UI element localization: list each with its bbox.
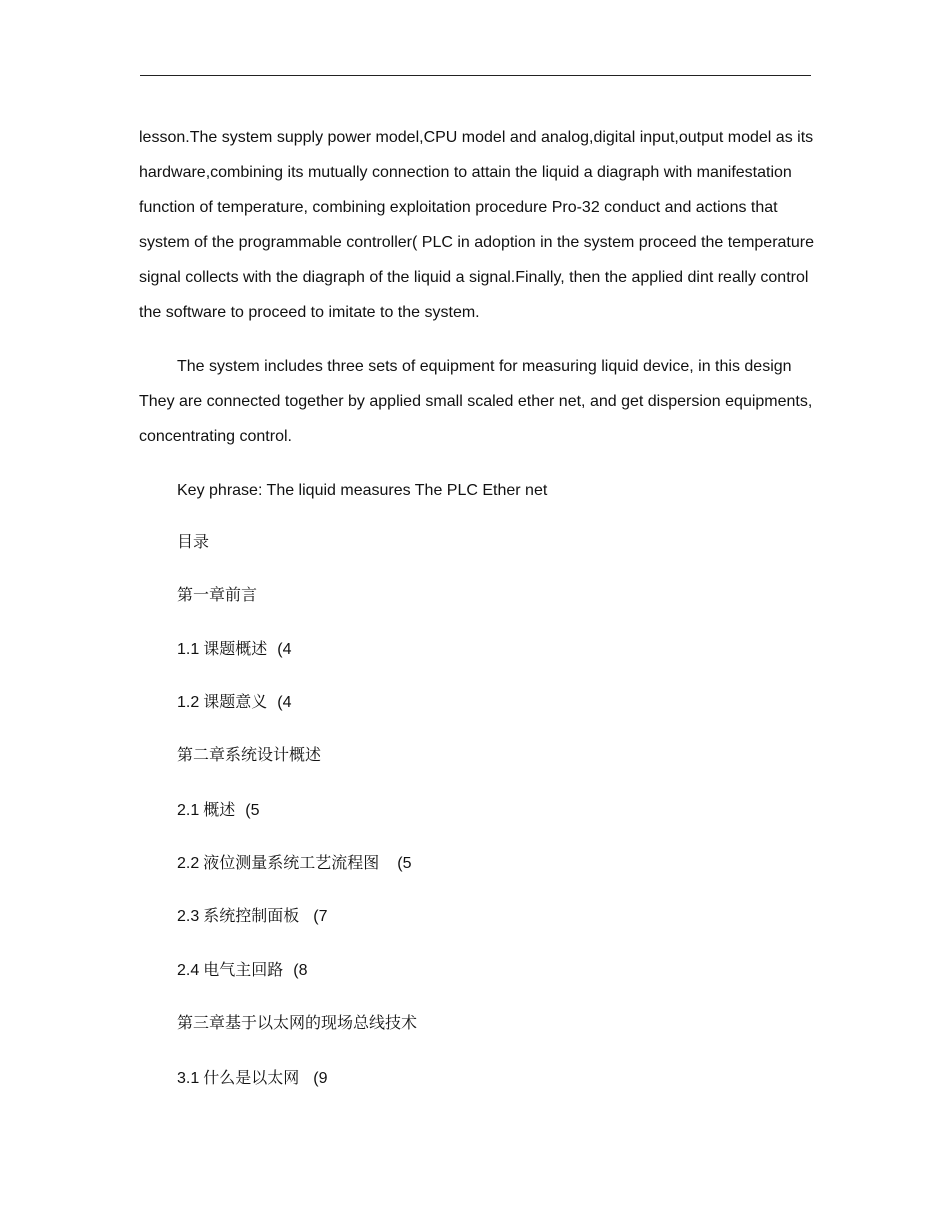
toc-entry-number: 2.3 — [177, 908, 200, 925]
toc-entry-text: 什么是以太网 — [203, 1070, 300, 1087]
toc-entry — [177, 692, 292, 714]
toc-entry-text: 第三章基于以太网的现场总线技术 — [177, 1015, 418, 1032]
toc-entry — [177, 800, 260, 822]
toc-entry-text: 系统控制面板 — [203, 908, 300, 925]
toc-entry-page: (4 — [277, 694, 292, 711]
toc-entry-page: (4 — [277, 641, 292, 658]
toc-entry-number: 2.2 — [177, 855, 200, 872]
abstract-paragraph-1: lesson.The system supply power model,CPU model and analog,digital input,output model as its hardware,combining its mutually connection to attain the liquid a diagraph with manifestation function of temperature, combining exploitation procedure Pro-32 conduct and actions that system of the programmable controller( PLC in adoption in the system proceed the temperature signal collects with the diagraph of the liquid a signal.Finally, then the applied dint really control the software to proceed to imitate to the system. — [139, 129, 814, 321]
toc-entry-number: 3.1 — [177, 1070, 200, 1087]
toc-entry-number: 1.1 — [177, 641, 200, 658]
header-rule — [140, 75, 811, 76]
toc-entry-text: 第二章系统设计概述 — [177, 747, 322, 764]
toc-entry-page: (5 — [397, 855, 412, 872]
toc-heading: 目录 — [177, 534, 210, 551]
toc-entry-page: (8 — [293, 962, 308, 979]
toc-entry — [177, 1068, 328, 1090]
toc-entry — [177, 960, 308, 982]
toc-entry-text: 课题概述 — [203, 641, 268, 658]
abstract-paragraph-2: The system includes three sets of equipment for measuring liquid device, in this design They are connected together by applied small scaled ether net, and get dispersion equipments, concentrating control. — [139, 358, 813, 445]
toc-entry-text: 课题意义 — [203, 694, 268, 711]
toc-entry — [177, 639, 292, 661]
toc-entry-page: (9 — [313, 1070, 328, 1087]
toc-entry — [177, 906, 328, 928]
toc-entry-text: 概述 — [203, 802, 236, 819]
toc-entry-text: 电气主回路 — [203, 962, 284, 979]
key-phrase: Key phrase: The liquid measures The PLC Ether net — [177, 482, 548, 499]
toc-chapter-1 — [177, 585, 257, 607]
toc-entry-number: 2.1 — [177, 802, 200, 819]
toc-entry-text: 第一章前言 — [177, 587, 258, 604]
toc-entry-text: 液位测量系统工艺流程图 — [203, 855, 380, 872]
toc-entry-number: 2.4 — [177, 962, 200, 979]
toc-chapter-2 — [177, 745, 321, 767]
toc-entry-number: 1.2 — [177, 694, 200, 711]
toc-entry-page: (5 — [245, 802, 260, 819]
toc-entry-page: (7 — [313, 908, 328, 925]
toc-chapter-3 — [177, 1013, 417, 1035]
toc-entry — [177, 853, 412, 875]
